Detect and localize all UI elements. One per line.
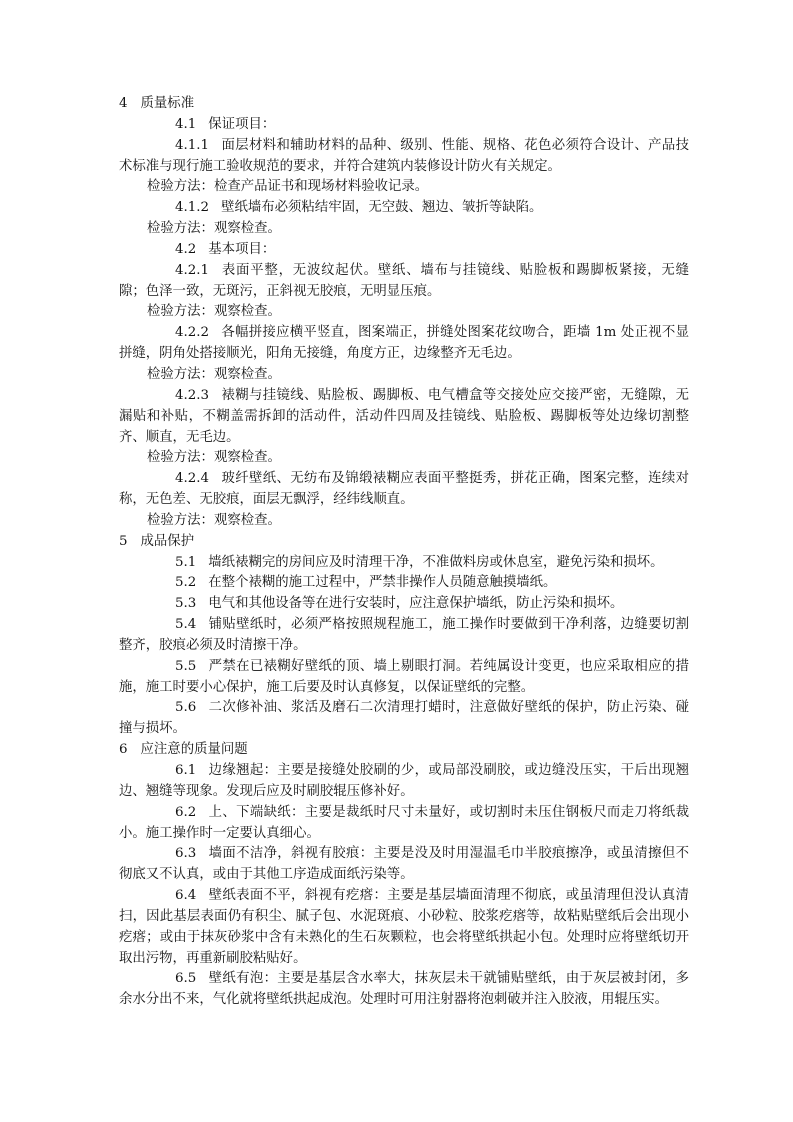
paragraph-5-2: 5.2 在整个裱糊的施工过程中，严禁非操作人员随意触摸墙纸。 bbox=[175, 575, 557, 591]
inspection-method: 检验方法：观察检查。 bbox=[147, 450, 281, 466]
paragraph-6-2: 6.2 上、下端缺纸：主要是裁纸时尺寸未量好，或切割时未压住钢板尺而走刀将纸裁小。施工操作时一定要认真细心。 bbox=[119, 804, 689, 841]
inspection-method: 检验方法：观察检查。 bbox=[147, 366, 281, 382]
section-heading-5: 5 成品保护 bbox=[119, 533, 195, 549]
inspection-method: 检验方法：检查产品证书和现场材料验收记录。 bbox=[147, 179, 429, 195]
document-page bbox=[119, 94, 689, 1011]
paragraph-4-1-2: 4.1.2 壁纸墙布必须粘结牢固，无空鼓、翘边、皱折等缺陷。 bbox=[175, 200, 543, 216]
paragraph-6-1: 6.1 边缘翘起：主要是接缝处胶刷的少，或局部没刷胶，或边缝没压实，干后出现翘边、翘缝等现象。发现后应及时刷胶辊压修补好。 bbox=[119, 763, 689, 799]
paragraph-5-3: 5.3 电气和其他设备等在进行安装时，应注意保护墙纸，防止污染和损坏。 bbox=[175, 596, 624, 612]
paragraph-4-2-1: 4.2.1 表面平整，无波纹起伏。壁纸、墙布与挂镜线、贴脸板和踢脚板紧接，无缝隙；色泽一致，无斑污，正斜视无胶痕，无明显压痕。 bbox=[119, 262, 689, 299]
paragraph-6-4: 6.4 壁纸表面不平，斜视有疙瘩：主要是基层墙面清理不彻底，或虽清理但没认真清扫，因此基层表面仍有积尘、腻子包、水泥斑痕、小砂粒、胶浆疙瘩等，故粘贴壁纸后会出现小疙瘩；或由于抹灰砂浆中含有未熟化的生石灰颗粒，也会将壁纸拱起小包。处理时应将壁纸切开取出污物，再重新刷胶粘贴好。 bbox=[119, 888, 689, 966]
inspection-method: 检验方法：观察检查。 bbox=[147, 221, 281, 237]
inspection-method: 检验方法：观察检查。 bbox=[147, 512, 281, 528]
inspection-method: 检验方法：观察检查。 bbox=[147, 304, 281, 320]
paragraph-5-5: 5.5 严禁在已裱糊好壁纸的顶、墙上剔眼打洞。若纯属设计变更，也应采取相应的措施，施工时要小心保护，施工后要及时认真修复，以保证壁纸的完整。 bbox=[119, 658, 689, 695]
paragraph-4-2-2: 4.2.2 各幅拼接应横平竖直，图案端正，拼缝处图案花纹吻合，距墙 1m 处正视不显拼缝，阴角处搭接顺光，阳角无接缝，角度方正，边缘整齐无毛边。 bbox=[119, 325, 689, 362]
paragraph-5-6: 5.6 二次修补油、浆活及磨石二次清理打蜡时，注意做好壁纸的保护，防止污染、碰撞与损坏。 bbox=[119, 700, 689, 737]
paragraph-4-2-4: 4.2.4 玻纤壁纸、无纺布及锦缎裱糊应表面平整挺秀，拼花正确，图案完整，连续对称，无色差、无胶痕，面层无飘浮，经纬线顺直。 bbox=[119, 471, 689, 508]
paragraph-6-3: 6.3 墙面不洁净，斜视有胶痕：主要是没及时用湿温毛巾半胶痕擦净，或虽清擦但不彻底又不认真，或由于其他工序造成面纸污染等。 bbox=[119, 846, 689, 883]
paragraph-6-5: 6.5 壁纸有泡：主要是基层含水率大，抹灰层未干就铺贴壁纸，由于灰层被封闭，多余水分出不来，气化就将壁纸拱起成泡。处理时可用注射器将泡刺破并注入胶液，用辊压实。 bbox=[119, 971, 689, 1008]
paragraph-4-1-1: 4.1.1 面层材料和辅助材料的品种、级别、性能、规格、花色必须符合设计、产品技术标准与现行施工验收规范的要求，并符合建筑内装修设计防火有关规定。 bbox=[119, 137, 689, 174]
paragraph-4-2-3: 4.2.3 裱糊与挂镜线、贴脸板、踢脚板、电气槽盒等交接处应交接严密，无缝隙，无漏贴和补贴，不糊盖需拆卸的活动件，活动件四周及挂镜线、贴脸板、踢脚板等处边缘切割整齐、顺直，无毛边。 bbox=[119, 387, 689, 445]
paragraph-5-1: 5.1 墙纸裱糊完的房间应及时清理干净，不准做料房或休息室，避免污染和损坏。 bbox=[175, 554, 664, 570]
section-heading-6: 6 应注意的质量问题 bbox=[119, 742, 248, 758]
subsection-heading-4-2: 4.2 基本项目： bbox=[175, 241, 276, 257]
paragraph-5-4: 5.4 铺贴壁纸时，必须严格按照规程施工，施工操作时要做到干净利落，边缝要切割整齐，胶痕必须及时清擦干净。 bbox=[119, 617, 689, 653]
section-heading-4: 4 质量标准 bbox=[119, 96, 195, 111]
subsection-heading-4-1: 4.1 保证项目： bbox=[175, 116, 276, 132]
